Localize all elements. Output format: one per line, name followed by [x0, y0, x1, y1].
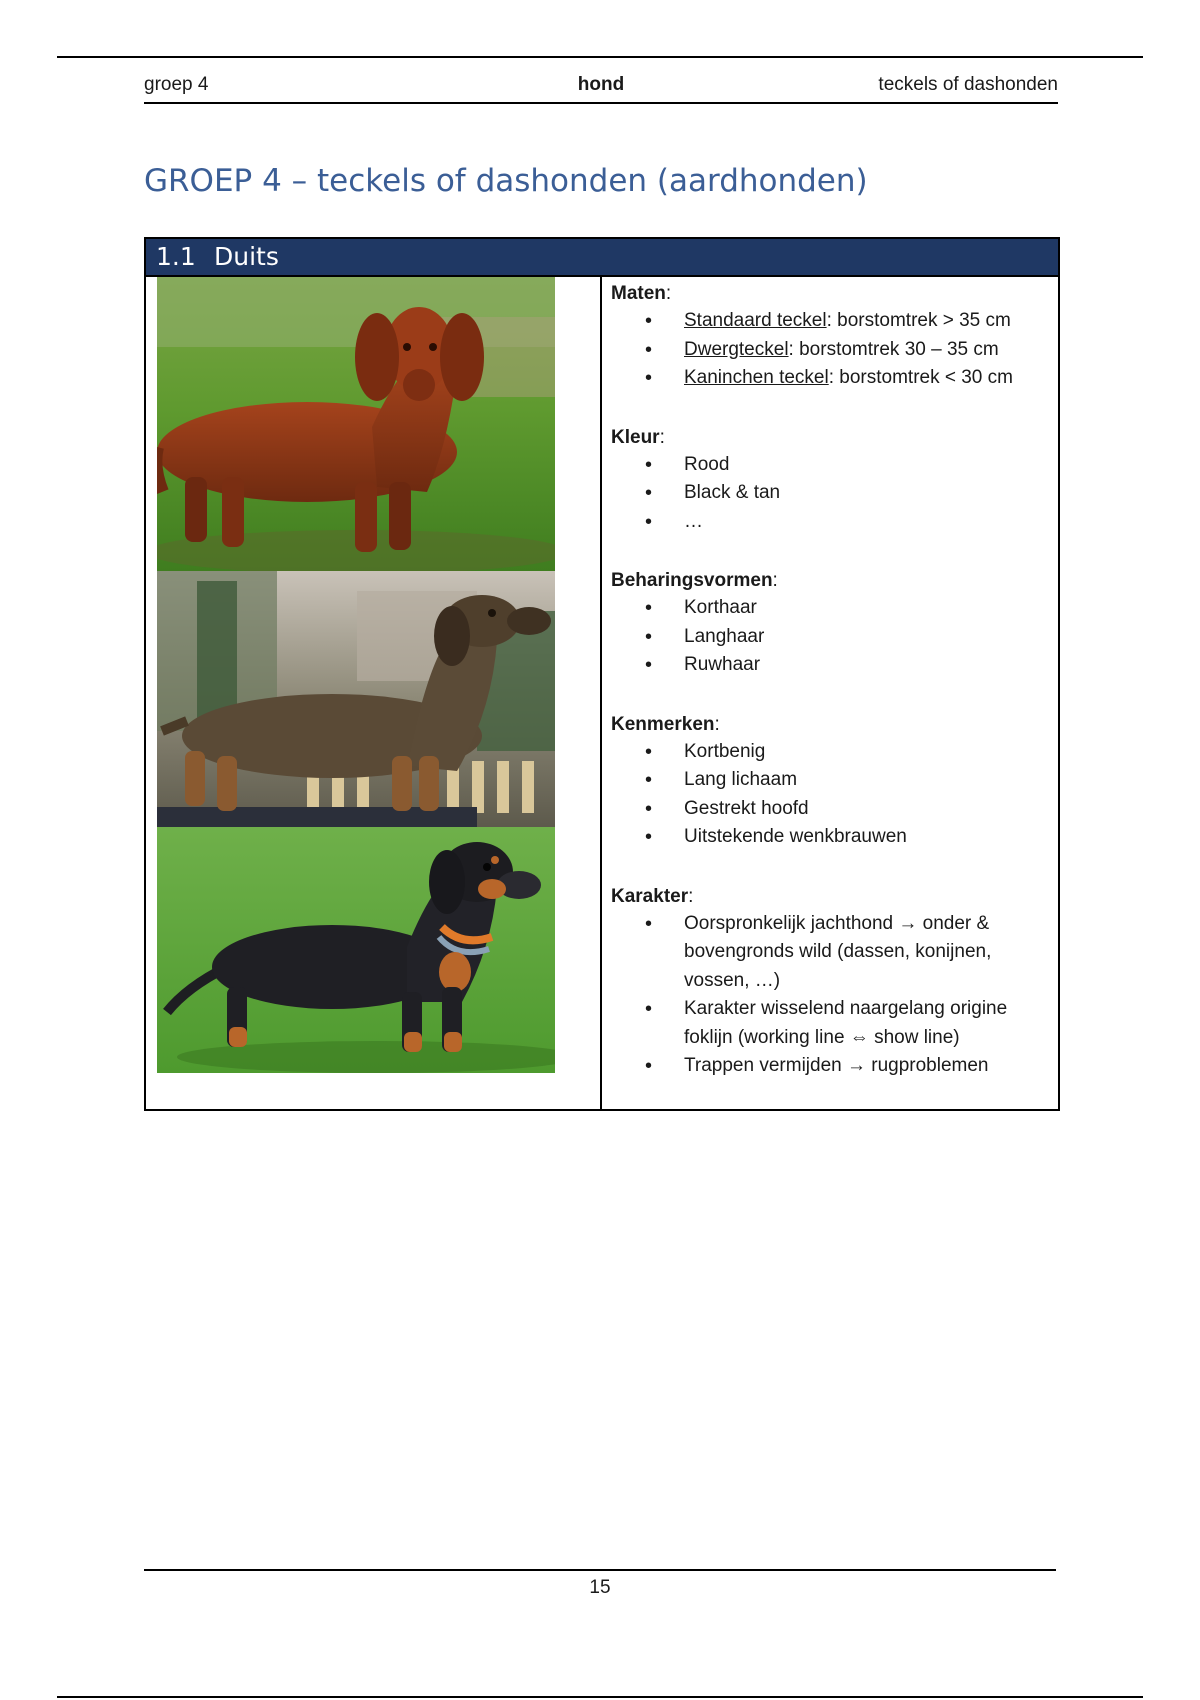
page-number: 15 [589, 1577, 611, 1598]
header-center: hond [577, 74, 625, 95]
group-maten: Maten: • Standaard teckel: borstomtrek > 35 cm • Dwergteckel: borstomtrek 30 – 35 cm • Kaninchen teckel: borstomtrek < 30 cm [611, 280, 1051, 393]
list-item: • Kortbenig [611, 738, 1051, 767]
section-number: 1.1 [156, 242, 196, 271]
group-title-maten: Maten [611, 283, 666, 304]
footer-rule [144, 1569, 1056, 1571]
list-item: • Oorspronkelijk jachthond → onder & bovengronds wild (dassen, konijnen, vossen, …) [611, 910, 1051, 996]
section-table [144, 237, 1060, 1111]
list-item: • Standaard teckel: borstomtrek > 35 cm [611, 307, 1051, 336]
list-item: • Black & tan [611, 479, 1051, 508]
list-item: • … [611, 508, 1051, 537]
info-column [611, 277, 1051, 1081]
group-kenmerken: Kenmerken: • Kortbenig • Lang lichaam • Gestrekt hoofd • Uitstekende wenkbrauwen [611, 711, 1051, 852]
list-item: • Trappen vermijden → rugproblemen [611, 1052, 1051, 1081]
list-item: • Dwergteckel: borstomtrek 30 – 35 cm [611, 336, 1051, 365]
list-item: • Gestrekt hoofd [611, 795, 1051, 824]
wirehaired-dachshund-photo [157, 571, 555, 827]
section-heading [146, 239, 1058, 277]
list-item: • Kaninchen teckel: borstomtrek < 30 cm [611, 364, 1051, 393]
list-item: • Langhaar [611, 623, 1051, 652]
group-karakter: Karakter: • Oorspronkelijk jachthond → onder & bovengronds wild (dassen, konijnen, vossen, …) • Karakter wisselend naargelang origine foklijn (working line ⇔ show line) • Trappen vermijden → rugproblemen [611, 883, 1051, 1081]
group-kleur: Kleur: • Rood • Black & tan • … [611, 424, 1051, 537]
group-beharingsvormen: Beharingsvormen: • Korthaar • Langhaar • Ruwhaar [611, 567, 1051, 680]
page-top-rule [57, 56, 1143, 58]
red-dachshund-photo [157, 277, 555, 571]
group-title-kleur: Kleur [611, 426, 660, 448]
list-item: • Lang lichaam [611, 766, 1051, 795]
page-header [144, 70, 1058, 104]
page-title: GROEP 4 – teckels of dashonden (aardhonden) [144, 163, 868, 199]
list-item: • Korthaar [611, 594, 1051, 623]
list-item: • Ruwhaar [611, 651, 1051, 680]
group-title-beharingsvormen: Beharingsvormen [611, 570, 773, 591]
list-item: • Karakter wisselend naargelang origine foklijn (working line ⇔ show line) [611, 995, 1051, 1052]
black-and-tan-dachshund-photo [157, 827, 555, 1073]
list-item: • Uitstekende wenkbrauwen [611, 823, 1051, 852]
header-right: teckels of dashonden [878, 74, 1058, 95]
page-bottom-rule [57, 1696, 1143, 1698]
section-title: Duits [214, 242, 279, 271]
column-divider [600, 277, 602, 1109]
list-item: • Rood [611, 451, 1051, 480]
group-title-karakter: Karakter [611, 885, 689, 907]
header-left: groep 4 [144, 74, 209, 95]
group-title-kenmerken: Kenmerken [611, 713, 715, 735]
